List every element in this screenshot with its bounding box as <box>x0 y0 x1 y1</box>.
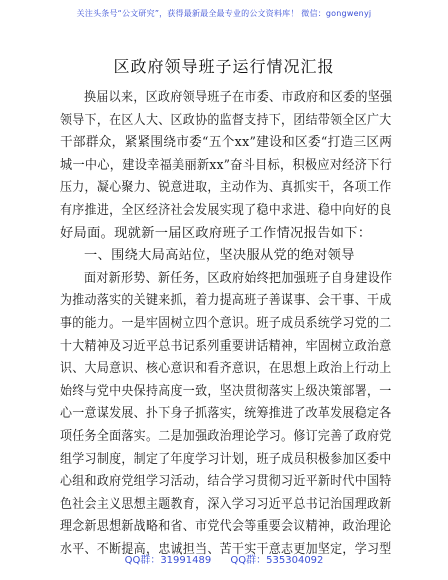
body-line: 干部群众，紧紧围绕市委“五个xx”建设和区委“打造三区两 <box>60 135 393 151</box>
body-line: 事的能力。一是牢固树立四个意识。班子成员系统学习党的二 <box>60 316 392 331</box>
footer-qq-group-1: QQ群：31991489 <box>124 555 212 566</box>
body-line: 项任务全面落实。二是加强政治理论学习。修订完善了政府党 <box>60 429 392 444</box>
body-line: 好局面。现就新一届区政府班子工作情况报告如下： <box>60 225 372 241</box>
body-line: 水平、不断提高，忠诚担当、苦干实干意志更加坚定，学习型 <box>60 542 392 557</box>
body-line: 十大精神及习近平总书记系列重要讲话精神，牢固树立政治意 <box>60 338 392 354</box>
body-line: 有序推进，全区经济社会发展实现了稳中求进、稳中向好的良 <box>60 203 392 218</box>
document-title: 区政府领导班子运行情况汇报 <box>113 57 335 76</box>
body-line: 一、围绕大局高站位，坚决服从党的绝对领导 <box>84 248 355 264</box>
body-line: 心组和政府党组学习活动，结合学习贯彻习近平新时代中国特 <box>60 474 392 490</box>
body-line: 面对新形势、新任务，区政府始终把加强班子自身建设作 <box>84 270 393 286</box>
footer-qq-group-2: QQ群：535304092 <box>230 555 324 566</box>
body-line: 城一中心，建设幸福美丽新xx”奋斗目标，积极应对经济下行 <box>60 157 393 173</box>
body-line: 压力，凝心聚力、锐意进取，主动作为、真抓实干，各项工作 <box>60 180 392 196</box>
body-line: 色社会主义思想主题教育，深入学习习近平总书记治国理政新 <box>60 496 392 512</box>
body-line: 始终与党中央保持高度一致，坚决贯彻落实上级决策部署，一 <box>60 383 392 399</box>
footer-contact <box>0 551 448 566</box>
promo-banner: 关注头条号“公文研究”，获得最新最全最专业的公文资料库！ 微信：gongwenyj <box>76 9 372 18</box>
body-line: 为推动落实的关键来抓，着力提高班子善谋事、会干事、干成 <box>60 293 392 309</box>
body-line: 理念新思想新战略和省、市党代会等重要会议精神，政治理论 <box>60 519 392 535</box>
body-line: 领导下，在区人大、区政协的监督支持下，团结带领全区广大 <box>60 112 392 128</box>
body-line: 心一意谋发展、扑下身子抓落实，统筹推进了改革发展稳定各 <box>60 406 392 422</box>
body-line: 组学习制度，制定了年度学习计划，班子成员积极参加区委中 <box>60 451 392 467</box>
body-line: 换届以来，区政府领导班子在市委、市政府和区委的坚强 <box>84 90 393 105</box>
body-line: 识、大局意识、核心意识和看齐意识，在思想上政治上行动上 <box>60 361 392 377</box>
